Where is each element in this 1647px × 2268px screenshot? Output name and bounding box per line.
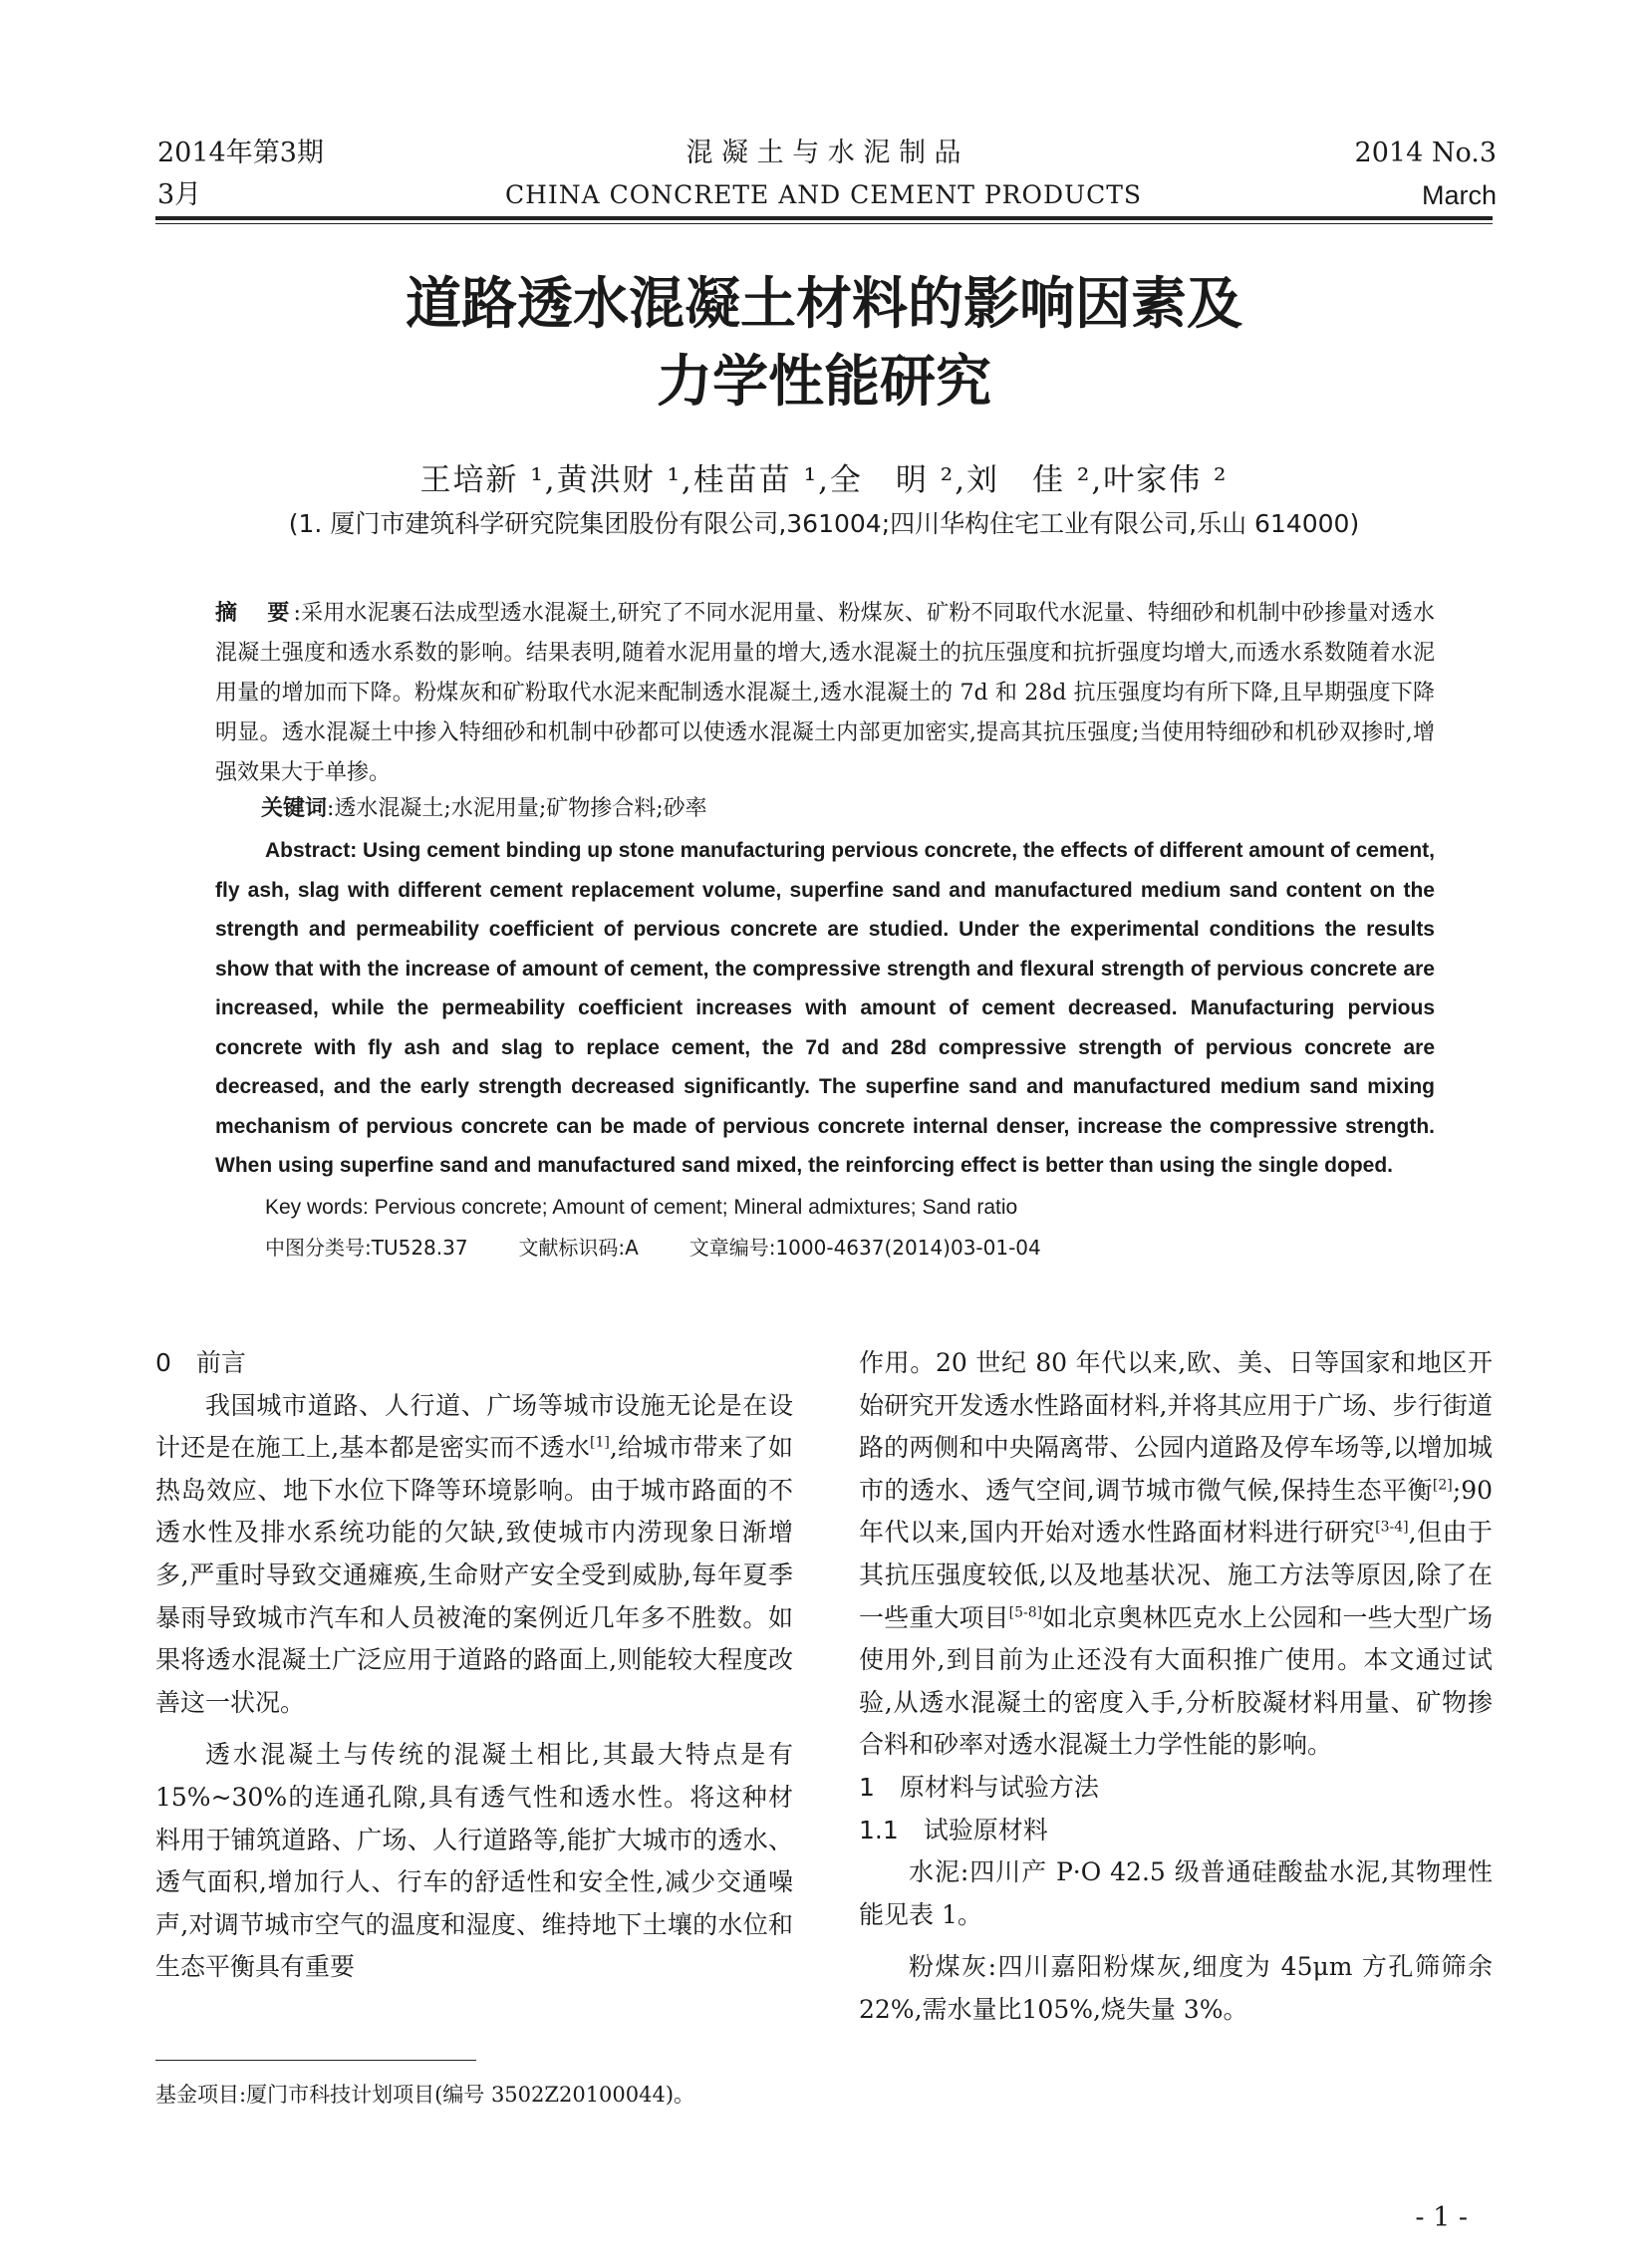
footnote-rule (155, 2060, 476, 2061)
paper-title-line1: 道路透水混凝土材料的影响因素及 (406, 272, 1242, 337)
keywords-cn-text: :透水混凝土;水泥用量;矿物掺合料;砂率 (327, 796, 707, 821)
citation-ref: [2] (1432, 1477, 1453, 1494)
classification-line (265, 1228, 1441, 1268)
body-paragraph: 透水混凝土与传统的混凝土相比,其最大特点是有 15%~30%的连通孔隙,具有透气性和透水性。将这种材料用于铺筑道路、广场、人行道路等,能扩大城市的透水、透气面积,增加行人、行车的舒适性和安全性,减少交通噪声,对调节城市空气的温度和湿度、维持地下土壤的水位和生态平衡具有重要 (155, 1740, 793, 1982)
abstract-cn (215, 594, 1435, 793)
abstract-cn-label: 摘 要 (215, 601, 294, 626)
abstract-en: Abstract: Using cement binding up stone manufacturing pervious concrete, the effects of different amount of cement, fly ash, slag with different cement replacement volume, superfine sand and manufactured medium sand content on the strength and permeability coefficient of pervious concrete are studied. Under the experimental conditions the results show that with the increase of amount of cement, the compressive strength and flexural strength of pervious concrete are increased, while the permeability coefficient increases with amount of cement decreased. Manufacturing pervious concrete with fly ash and slag to replace cement, the 7d and 28d compressive strength of pervious concrete are decreased, and the early strength decreased significantly. The superfine sand and manufactured medium sand mixing mechanism of pervious concrete can be made of pervious concrete internal denser, increase the compressive strength. When using superfine sand and manufactured sand mixed, the reinforcing effect is better than using the single doped. (215, 839, 1435, 1177)
abstract-cn-text: :采用水泥裹石法成型透水混凝土,研究了不同水泥用量、粉煤灰、矿粉不同取代水泥量、特细砂和机制中砂掺量对透水混凝土强度和透水系数的影响。结果表明,随着水泥用量的增大,透水混凝土的抗压强度和抗折强度均增大,而透水系数随着水泥用量的增加而下降。粉煤灰和矿粉取代水泥来配制透水混凝土,透水混凝土的 7d 和 28d 抗压强度均有所下降,且早期强度下降明显。透水混凝土中掺入特细砂和机制中砂都可以使透水混凝土内部更加密实,提高其抗压强度;当使用特细砂和机砂双掺时,增强效果大于单掺。 (215, 601, 1435, 785)
article-number: 文章编号:1000-4637(2014)03-01-04 (688, 1236, 1041, 1260)
paper-title (155, 266, 1493, 422)
subsection-heading-raw-materials: 1.1 试验原材料 (859, 1815, 1048, 1844)
keywords-cn-label: 关键词 (261, 796, 328, 821)
author-list: 王培新 ¹,黄洪财 ¹,桂苗苗 ¹,全 明 ²,刘 佳 ²,叶家伟 ² (419, 462, 1229, 498)
journal-name-cn: 混 凝 土 与 水 泥 制 品 (686, 138, 961, 168)
keywords-en: Key words: Pervious concrete; Amount of cement; Mineral admixtures; Sand ratio (265, 1196, 1018, 1219)
body-column-left (155, 1342, 793, 1989)
issue-info-en (1355, 133, 1497, 216)
header-rule-thick (155, 216, 1493, 220)
section-heading-materials: 1 原材料与试验方法 (859, 1772, 1099, 1802)
body-paragraph: 我国城市道路、人行道、广场等城市设施无论是在设计还是在施工上,基本都是密实而不透水[1],给城市带来了如热岛效应、地下水位下降等环境影响。由于城市路面的不透水性及排水系统功能的欠缺,致使城市内涝现象日渐增多,严重时导致交通瘫痪,生命财产安全受到威胁,每年夏季暴雨导致城市汽车和人员被淹的案例近几年多不胜数。如果将透水混凝土广泛应用于道路的路面上,则能较大程度改善这一状况。 (155, 1390, 793, 1717)
footnote-funding: 基金项目:厦门市科技计划项目(编号 3502Z20100044)。 (155, 2083, 695, 2107)
journal-name-en: CHINA CONCRETE AND CEMENT PRODUCTS (504, 180, 1143, 209)
issue-year-number: 2014年第3期 (157, 138, 324, 168)
issue-info (157, 133, 324, 216)
body-column-right (859, 1342, 1493, 2032)
body-paragraph: 作用。20 世纪 80 年代以来,欧、美、日等国家和地区开始研究开发透水性路面材料,并将其应用于广场、步行街道路的两侧和中央隔离带、公园内道路及停车场等,以增加城市的透水、透气空间,调节城市微气候,保持生态平衡[2];90 年代以来,国内开始对透水性路面材料进行研究[3-4],但由于其抗压强度较低,以及地基状况、施工方法等原因,除了在一些重大项目[5-8]如北京奥林匹克水上公园和一些大型广场使用外,到目前为止还没有大面积推广使用。本文通过试验,从透水混凝土的密度入手,分析胶凝材料用量、矿物掺合料和砂率对透水混凝土力学性能的影响。 (859, 1348, 1493, 1760)
clc-number: 中图分类号:TU528.37 (265, 1236, 468, 1260)
document-code: 文献标识码:A (518, 1236, 639, 1260)
header-rule-thin (155, 223, 1493, 224)
issue-year-number-en: 2014 No.3 (1354, 138, 1497, 168)
issue-month-en: March (1421, 180, 1497, 210)
page-number: - 1 - (1415, 2202, 1468, 2233)
paper-title-line2: 力学性能研究 (657, 350, 991, 415)
affiliations: (1. 厦门市建筑科学研究院集团股份有限公司,361004;四川华构住宅工业有限公司,乐山 614000) (288, 509, 1360, 538)
body-paragraph-flyash: 粉煤灰:四川嘉阳粉煤灰,细度为 45μm 方孔筛筛余 22%,需水量比105%,烧失量 3%。 (859, 1952, 1493, 2024)
issue-month: 3月 (157, 179, 202, 210)
section-heading-intro: 0 前言 (155, 1348, 246, 1377)
body-paragraph-cement: 水泥:四川产 P·O 42.5 级普通硅酸盐水泥,其物理性能见表 1。 (859, 1857, 1493, 1929)
citation-ref: [1] (590, 1434, 610, 1451)
journal-name (418, 133, 1229, 216)
citation-ref: [5-8] (1008, 1604, 1043, 1621)
keywords-cn (261, 789, 1437, 829)
citation-ref: [3-4] (1375, 1520, 1409, 1537)
